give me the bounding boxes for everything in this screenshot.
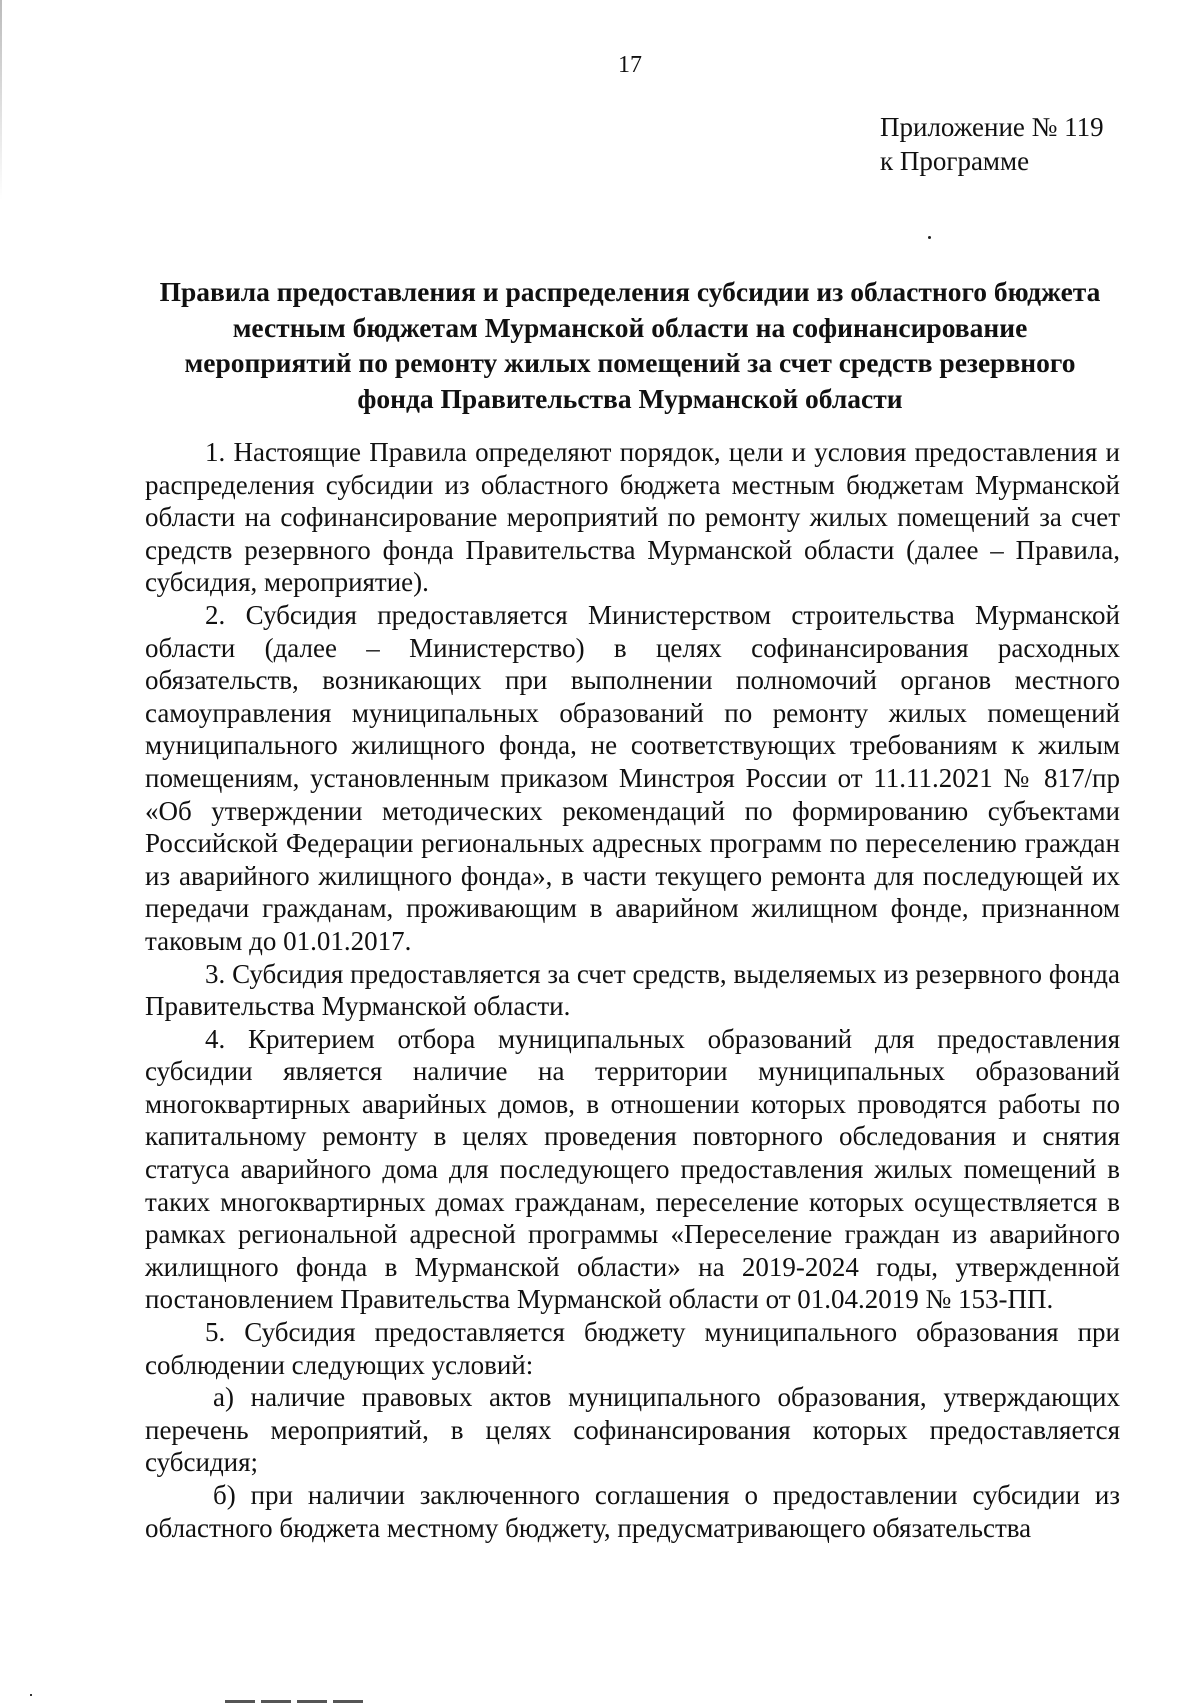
scan-dot-mark-bottom <box>30 1694 32 1696</box>
paragraph-4: 4. Критерием отбора муниципальных образований для предоставления субсидии является наличие на территории муниципальных образований многоквартирных аварийных домов, в отношении которых проводятся работы по капитальному ремонту в целях проведения повторного обследования и снятия статуса аварийного дома для последующего предоставления жилых помещений в таких многоквартирных домах гражданам, переселение которых осуществляется в рамках региональной адресной программы «Переселение граждан из аварийного жилищного фонда в Мурманской области» на 2019-2024 годы, утвержденной постановлением Правительства Мурманской области от 01.04.2019 № 153-ПП. <box>145 1023 1120 1315</box>
paragraph-5: 5. Субсидия предоставляется бюджету муниципального образования при соблюдении следующих условий: <box>145 1317 1120 1380</box>
paragraph-3: 3. Субсидия предоставляется за счет средств, выделяемых из резервного фонда Правительства Мурманской области. <box>145 958 1120 1022</box>
scan-bottom-marks <box>225 1700 365 1703</box>
appendix-note <box>880 110 1104 178</box>
title-line-3: мероприятий по ремонту жилых помещений за счет средств резервного <box>184 347 1076 378</box>
title-line-2: местным бюджетам Мурманской области на софинансирование <box>232 311 1028 343</box>
scan-dot-mark <box>928 236 931 239</box>
document-title <box>130 274 1130 416</box>
paragraph-2: 2. Субсидия предоставляется Министерством строительства Мурманской области (далее – Министерство) в целях софинансирования расходных обязательств, возникающих при выполнении полномочий органов местного самоуправления муниципальных образований по ремонту жилых помещений муниципального жилищного фонда, не соответствующих требованиям к жилым помещениям, установленным приказом Минстроя России от 11.11.2021 № 817/пр «Об утверждении методических рекомендаций по формированию субъектами Российской Федерации региональных адресных программ по переселению граждан из аварийного жилищного фонда», в части текущего ремонта для последующей их передачи гражданам, проживающим в аварийном жилищном фонде, признанном таковым до 01.01.2017. <box>145 599 1120 956</box>
document-body <box>145 436 1120 1544</box>
subitem-b: б) при наличии заключенного соглашения о предоставлении субсидии из областного бюджета местному бюджету, предусматривающего обязательства <box>145 1480 1120 1543</box>
title-line-1: Правила предоставления и распределения субсидии из областного бюджета <box>159 276 1101 307</box>
subitem-a: а) наличие правовых актов муниципального образования, утверждающих перечень мероприятий, в целях софинансирования которых предоставляется субсидия; <box>145 1382 1120 1478</box>
appendix-line-1: Приложение № 119 <box>880 112 1104 142</box>
paragraph-1: 1. Настоящие Правила определяют порядок, цели и условия предоставления и распределения субсидии из областного бюджета местным бюджетам Мурманской области на софинансирование мероприятий по ремонту жилых помещений за счет средств резервного фонда Правительства Мурманской области (далее – Правила, субсидия, мероприятие). <box>145 437 1120 598</box>
appendix-line-2: к Программе <box>880 146 1030 176</box>
scan-edge-mark <box>0 0 2 200</box>
page-number: 17 <box>618 52 642 78</box>
title-line-4: фонда Правительства Мурманской области <box>357 382 903 414</box>
